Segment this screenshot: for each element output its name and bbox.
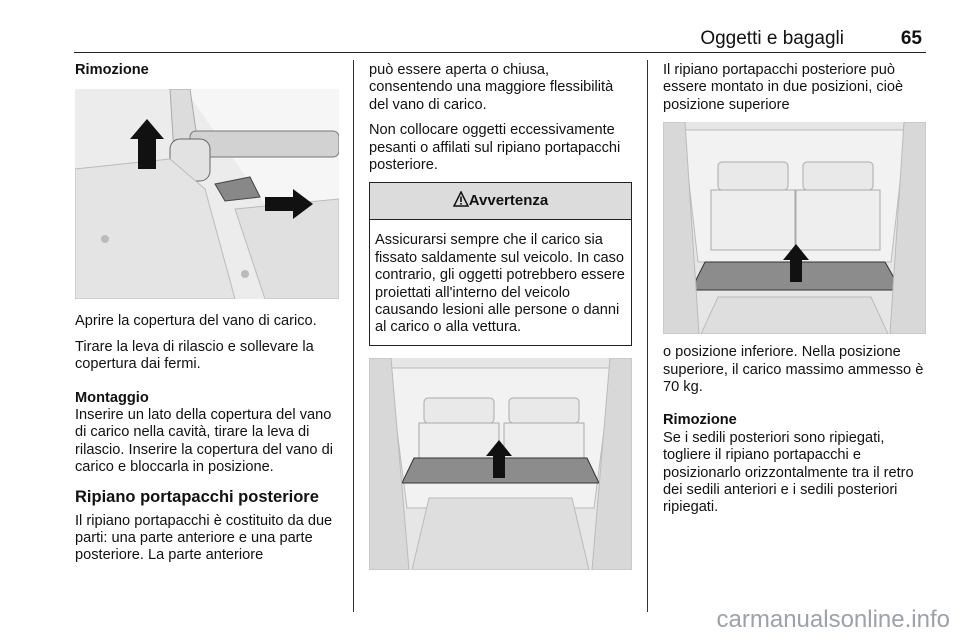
shelf-lower-position-illustration bbox=[369, 358, 632, 570]
heading-removal: Rimozione bbox=[75, 62, 149, 78]
column-2 bbox=[369, 62, 632, 570]
column-divider-2 bbox=[647, 60, 648, 612]
col3-para-2: o posizione inferiore. Nella posizione superiore, il carico massimo ammesso è 70 kg. bbox=[663, 344, 924, 396]
col1-para-4: Il ripiano portapacchi è costituito da due parti: una parte anteriore e una parte posteriore. La parte anteriore bbox=[75, 512, 333, 564]
heading-mounting: Montaggio bbox=[75, 389, 149, 406]
col2-para-1: può essere aperta o chiusa, consentendo una maggiore flessibilità del vano di carico. bbox=[369, 62, 614, 113]
warning-title: Avvertenza bbox=[468, 192, 549, 210]
column-divider-1 bbox=[353, 60, 354, 612]
col3-para-3: Se i sedili posteriori sono ripiegati, togliere il ripiano portapacchi e posizionarlo orizzontalmente tra il retro dei sedili anteriori e i sedili posteriori ripiegati. bbox=[663, 429, 914, 516]
cover-removal-illustration bbox=[75, 89, 339, 299]
col1-para-2: Tirare la leva di rilascio e sollevare la copertura dai fermi. bbox=[75, 338, 314, 373]
watermark: carmanualsonline.info bbox=[716, 606, 950, 633]
column-1 bbox=[75, 62, 340, 573]
shelf-upper-position-illustration bbox=[663, 122, 926, 334]
column-3 bbox=[663, 62, 928, 525]
section-title: Ripiano portapacchi posteriore bbox=[75, 487, 319, 506]
col3-para-1: Il ripiano portapacchi posteriore può essere montato in due posizioni, cioè posizione superiore bbox=[663, 62, 904, 113]
col1-para-3: Inserire un lato della copertura del vano di carico nella cavità, tirare la leva di rilascio. Inserire la copertura del vano di carico e bloccarla in posizione. bbox=[75, 407, 333, 476]
warning-body: Assicurarsi sempre che il carico sia fissato saldamente sul veicolo. In caso contrario, gli oggetti potrebbero essere proiettati all'interno del veicolo causando lesioni alle persone o danni al carico o alla vettura. bbox=[375, 232, 625, 336]
heading-removal-2: Rimozione bbox=[663, 412, 737, 429]
col1-para-1: Aprire la copertura del vano di carico. bbox=[75, 313, 317, 330]
warning-icon bbox=[453, 191, 469, 207]
warning-box bbox=[369, 182, 632, 345]
col2-para-2: Non collocare oggetti eccessivamente pesanti o affilati sul ripiano portapacchi posteriore. bbox=[369, 122, 621, 174]
header-rule bbox=[74, 52, 926, 53]
page-number: 65 bbox=[900, 28, 922, 49]
header-title: Oggetti e bagagli bbox=[700, 28, 844, 49]
page-header bbox=[74, 28, 926, 52]
warning-header bbox=[370, 183, 631, 220]
